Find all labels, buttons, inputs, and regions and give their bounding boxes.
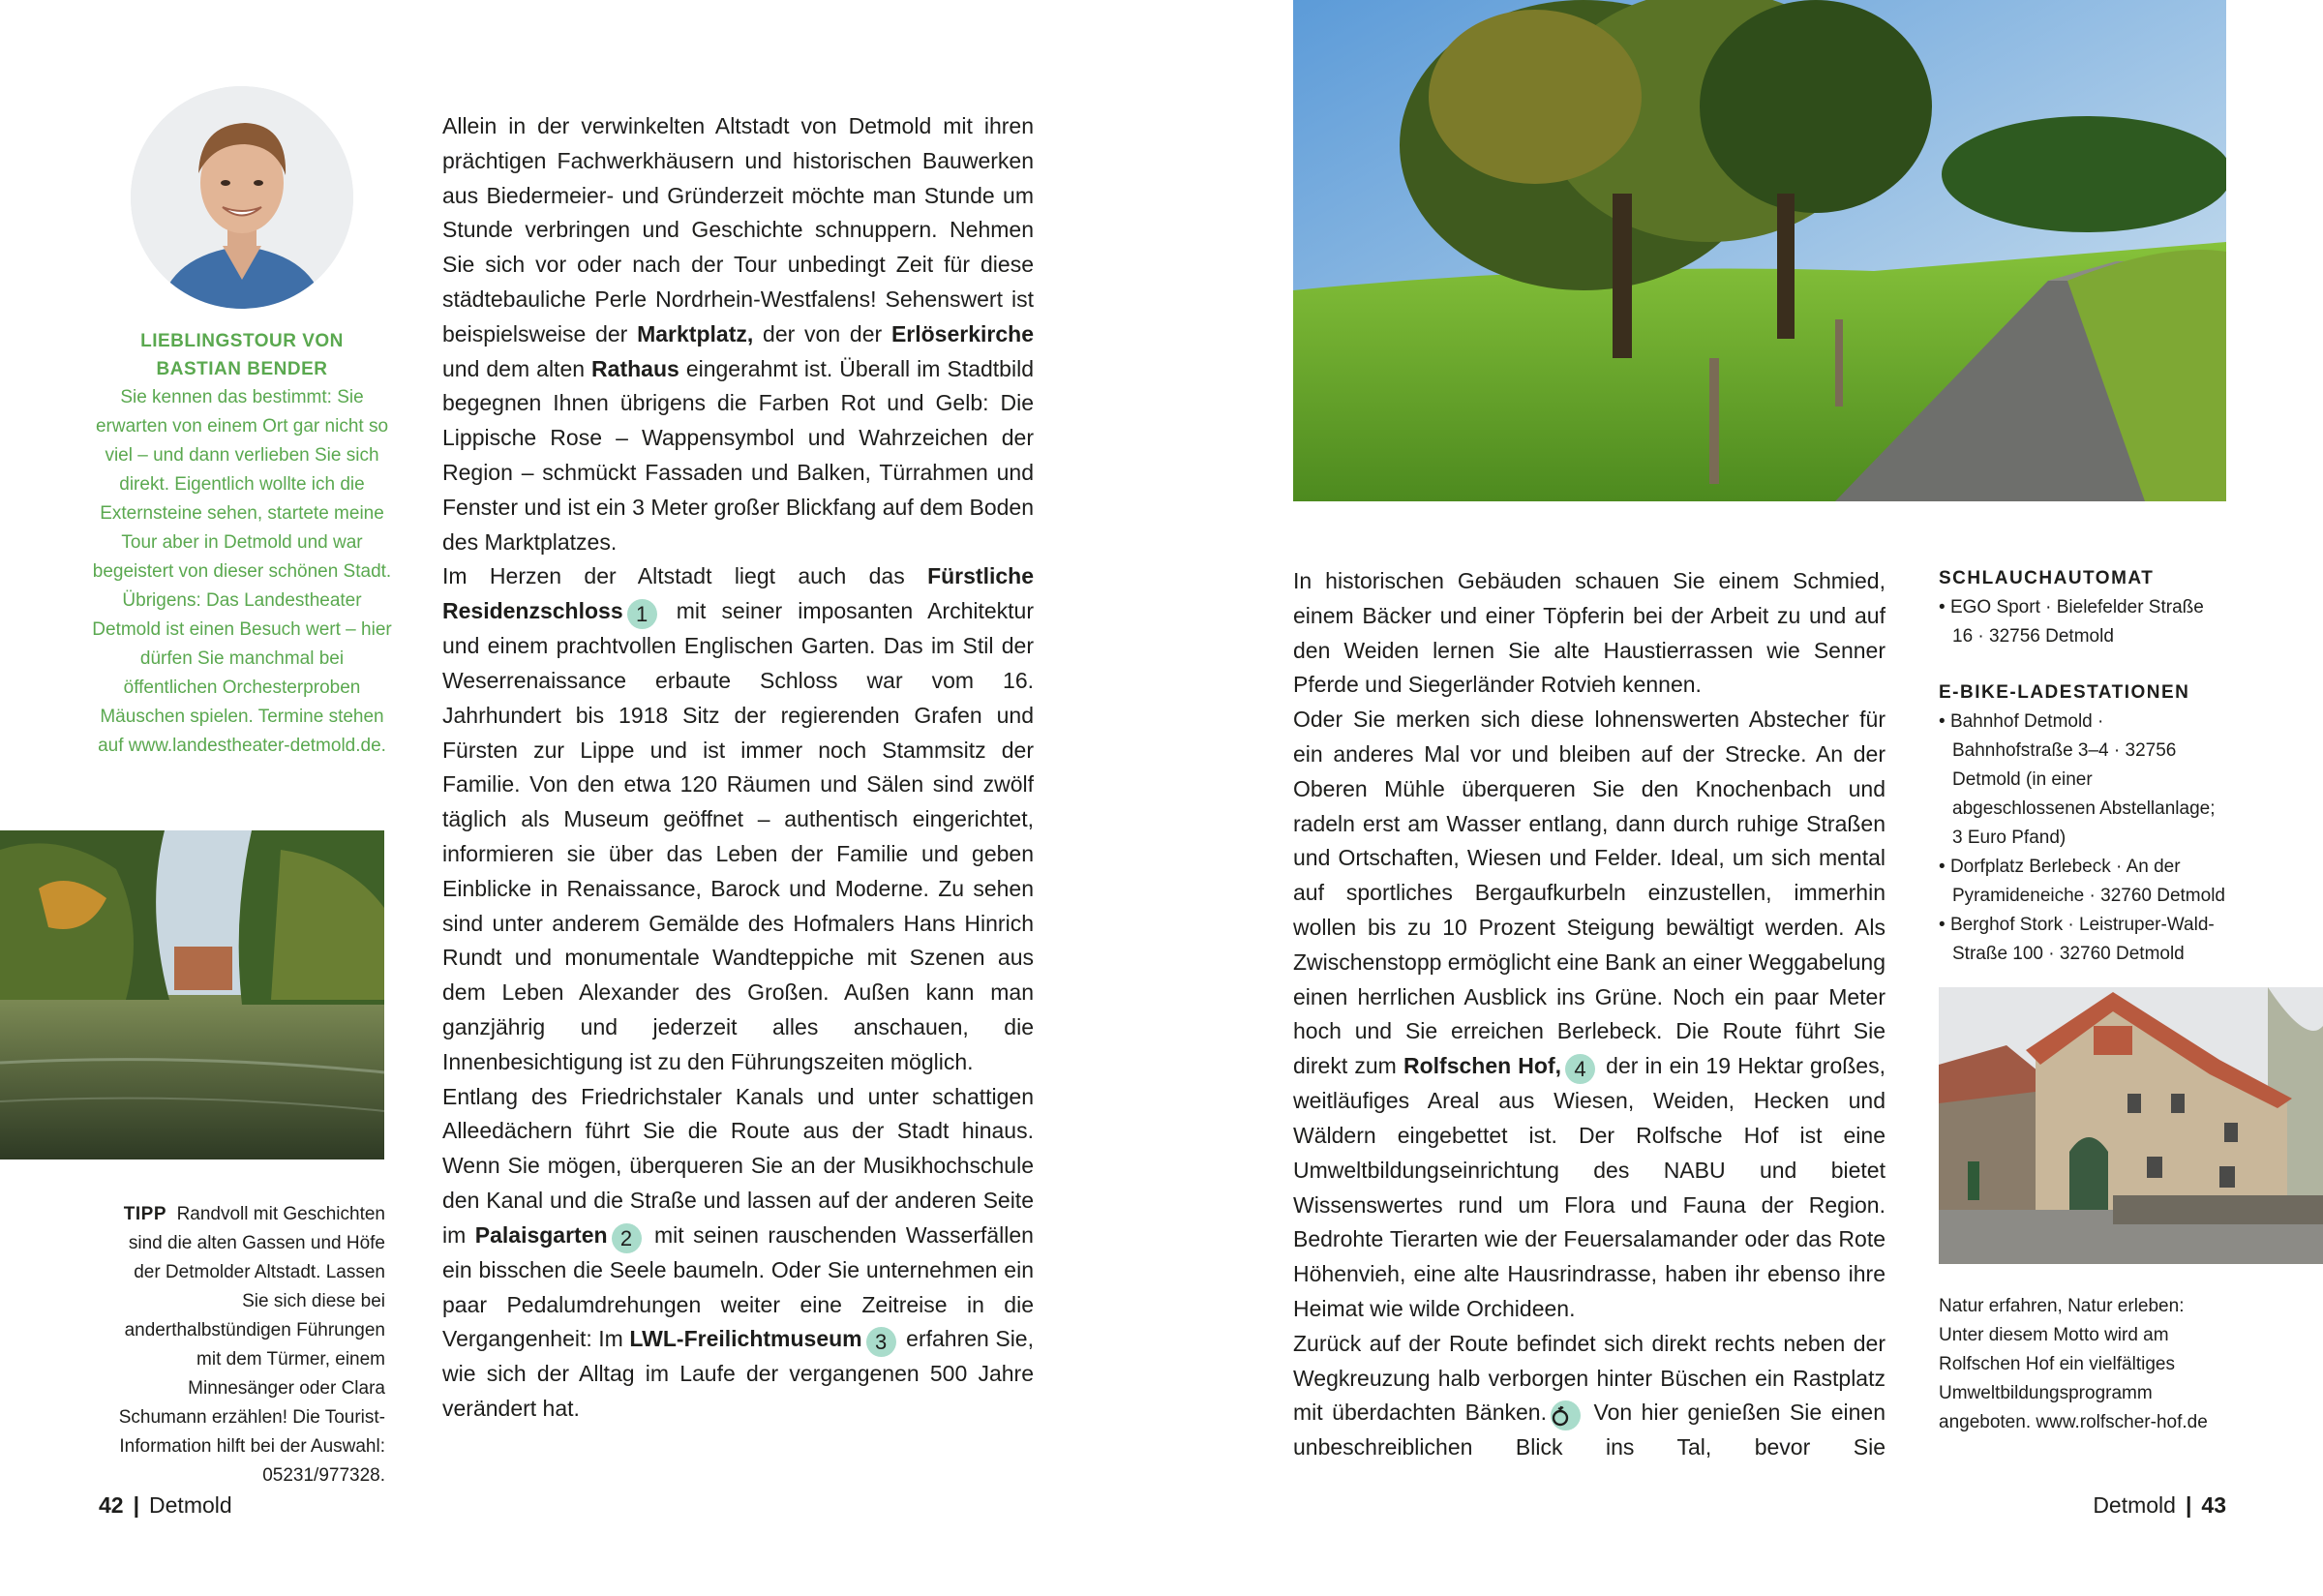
farmhouse-photo (1939, 987, 2323, 1264)
hose-vending-list (1939, 593, 2229, 651)
text-segment: Zurück auf der Route befindet sich direkt rechts neben der Wegkreuzung halb verborgen hinter Büschen ein Rastplatz mit überdachten Bänken. (1293, 1330, 1886, 1426)
list-item: • EGO Sport · Bielefelder Straße 16 · 32756 Detmold (1939, 597, 2204, 647)
paragraph (442, 559, 1034, 1079)
text-segment: Entlang des Friedrichstaler Kanals und unter schattigen Alleedächern führt Sie die Route aus der Stadt hinaus. Wenn Sie mögen, überqueren Sie an der Musikhochschule den Kanal und die Straße und lassen auf der anderen Seite im (442, 1083, 1034, 1248)
hose-vending-heading: SCHLAUCHAUTOMAT (1939, 568, 2155, 588)
map-marker-badge: 2 (612, 1223, 642, 1253)
main-text-column-right (1293, 564, 1886, 1465)
text-segment: mit seiner imposanten Architektur und einem prachtvollen Englischen Garten. Das im Stil der Weserrenaissance erbaute Schloss war vom 16. Jahrhundert bis 1918 Sitz der regierenden Grafen und Fürsten zur Lippe und ist immer noch Stammsitz der Familie. Von den etwa 120 Räumen und Sälen sind zwölf täglich als Museum geöffnet – authentisch eingerichtet, informieren sie über das Leben der Familie und geben Einblicke in Renaissance, Barock und Moderne. Zu sehen sind unter anderem Gemälde des Hofmalers Hans Hinrich Rundt und monumentale Wandteppiche mit Szenen aus dem Leben Alexander des Großen. Außen kann man ganzjährig und jederzeit alles anschauen, die Innenbesichtigung ist zu den Führungszeiten möglich. (442, 598, 1034, 1074)
apple-rest-icon (1551, 1400, 1581, 1430)
map-marker-badge: 3 (866, 1327, 896, 1357)
highlighted-place-name: Fürstliche Residenzschloss (442, 563, 1034, 624)
river-photo (0, 830, 384, 1159)
footer-section: Detmold (2093, 1492, 2176, 1518)
favorite-tour-text: Sie kennen das bestimmt: Sie erwarten von einem Ort gar nicht so viel – und dann verlieben Sie sich direkt. Eigentlich wollte ich die Externsteine sehen, startete meine Tour aber in Detmold und war begeistert von dieser schönen Stadt. Übrigens: Das Landestheater Detmold ist einen Besuch wert – hier dürfen Sie manchmal bei öffentlichen Orchesterproben Mäuschen spielen. Termine stehen auf www.landestheater-detmold.de. (92, 387, 392, 756)
text-segment: und dem alten (442, 355, 592, 381)
list-item-text: Bahnhof Detmold · Bahnhofstraße 3–4 · 32756 Detmold (in einer abgeschlossenen Abstellanlage; 3 Euro Pfand) (1949, 711, 2216, 848)
footer-section: Detmold (149, 1492, 232, 1518)
page-number: 43 (2201, 1492, 2226, 1518)
text-segment: der in ein 19 Hektar großes, weitläufiges Areal aus Wiesen, Weiden, Hecken und Wäldern eingebettet ist. Der Rolfsche Hof ist eine Umweltbildungseinrichtung des NABU und bietet Wissenswertes rund um Flora und Fauna der Region. Bedrohte Tierarten wie der Feuersalamander oder das Rote Höhenvieh, eine alte Hausrindrasse, haben ihr ebenso ihre Heimat wie wilde Orchideen. (1293, 1053, 1886, 1321)
text-segment: mit seinen rauschenden Wasserfällen ein bisschen die Seele baumeln. Oder Sie unternehmen ein paar Pedalumdrehungen weiter eine Zeitreise in die Vergangenheit: Im (442, 1221, 1034, 1352)
text-segment: In historischen Gebäuden schauen Sie einem Schmied, einem Bäcker und einer Töpferin bei der Arbeit zu und auf den Weiden lernen Sie alte Haustierrassen wie Senner Pferde und Siegerländer Rotvieh kennen. (1293, 568, 1886, 698)
photo-caption: Natur erfahren, Natur erleben: Unter diesem Motto wird am Rolfschen Hof ein vielfältiges Umweltbildungsprogramm angeboten. www.rolfscher-hof.de (1939, 1296, 2208, 1432)
paragraph (442, 1080, 1034, 1427)
list-item: • Dorfplatz Berlebeck · An der Pyramideneiche · 32760 Detmold (1939, 857, 2225, 906)
list-item-text: EGO Sport · Bielefelder Straße 16 · 32756 Detmold (1949, 597, 2204, 647)
main-text-column-left (442, 109, 1034, 1427)
paragraph (442, 109, 1034, 559)
tip-box (105, 1200, 385, 1491)
paragraph (1293, 1327, 1886, 1465)
paragraph (1293, 703, 1886, 1327)
info-sidebar (1939, 564, 2229, 996)
text-segment: eingerahmt ist. Überall im Stadtbild begegnen Ihnen übrigens die Farben Rot und Gelb: Die Lippische Rose – Wappensymbol und Wahrzeichen der Region – schmückt Fassaden und Balken, Türrahmen und Fenster und ist ein 3 Meter großer Blickfang auf dem Boden des Marktplatzes. (442, 355, 1034, 555)
footer-separator: | (133, 1492, 140, 1518)
list-item: • Berghof Stork · Leistruper-Wald-Straße 100 · 32760 Detmold (1939, 915, 2215, 964)
list-item-text: Dorfplatz Berlebeck · An der Pyramideneiche · 32760 Detmold (1949, 857, 2225, 906)
text-segment: Im Herzen der Altstadt liegt auch das (442, 563, 928, 589)
page-number: 42 (99, 1492, 124, 1518)
text-segment: Oder Sie merken sich diese lohnenswerten Abstecher für ein anderes Mal vor und bleiben auf der Strecke. An der Oberen Mühle überqueren Sie den Knochenbach und radeln erst am Wasser entlang, dann durch ruhige Straßen und Ortschaften, Wiesen und Felder. Ideal, um sich mental auf sportliches Bergaufkurbeln einzustellen, immerhin wollen bis zu 10 Prozent Steigung bewältigt werden. Als Zwischenstopp ermöglicht eine Bank an einer Weggabelung einen herrlichen Ausblick ins Grüne. Noch ein paar Meter hoch und Sie erreichen Berlebeck. Die Route führt Sie direkt zum (1293, 707, 1886, 1079)
ebike-charging-heading: E-BIKE-LADESTATIONEN (1939, 682, 2190, 703)
tip-text: Randvoll mit Geschichten sind die alten Gassen und Höfe der Detmolder Altstadt. Lassen Sie sich diese bei anderthalbstündigen Führungen mit dem Türmer, einem Minnesänger oder Clara Schumann erzählen! Die Tourist-Information hilft bei der Auswahl: 05231/977328. (118, 1204, 385, 1486)
list-item: • Bahnhof Detmold · Bahnhofstraße 3–4 · 32756 Detmold (in einer abgeschlossenen Abstellanlage; 3 Euro Pfand) (1939, 711, 2216, 848)
map-marker-badge: 4 (1565, 1054, 1595, 1084)
map-marker-badge: 1 (627, 599, 657, 629)
highlighted-place-name: LWL-Freilichtmuseum (629, 1326, 862, 1352)
text-segment: der von der (753, 320, 891, 346)
footer-right (2093, 1491, 2226, 1520)
highlighted-place-name: Palaisgarten (474, 1221, 608, 1248)
highlighted-place-name: Erlöserkirche (890, 320, 1034, 346)
favorite-tour-heading (92, 327, 392, 383)
text-segment: Allein in der verwinkelten Altstadt von Detmold mit ihren prächtigen Fachwerkhäusern und historischen Bauwerken aus Biedermeier- und Gründerzeit möchte man Stunde um Stunde verbringen und Geschichte schnuppern. Nehmen Sie sich vor oder nach der Tour unbedingt Zeit für diese städtebauliche Perle Nordrhein-Westfalens! Sehenswert ist beispielsweise der (442, 113, 1034, 346)
heading-line: BASTIAN BENDER (156, 359, 328, 379)
text-segment: erfahren Sie, wie sich der Alltag im Laufe der vergangenen 500 Jahre verändert hat. (442, 1326, 1034, 1422)
paragraph (1293, 564, 1886, 703)
author-portrait (131, 86, 353, 309)
footer-separator: | (2185, 1492, 2192, 1518)
ebike-charging-list (1939, 708, 2229, 969)
list-item-text: Berghof Stork · Leistruper-Wald-Straße 100 · 32760 Detmold (1949, 915, 2215, 964)
highlighted-place-name: Rolfschen Hof, (1403, 1053, 1562, 1079)
countryside-road-photo (1293, 0, 2226, 501)
tip-label: TIPP (123, 1204, 166, 1224)
text-segment: Von hier genießen Sie einen unbeschreiblichen Blick ins Tal, bevor Sie (1293, 1400, 1886, 1460)
favorite-tour-box (92, 327, 392, 761)
footer-left (99, 1491, 232, 1520)
heading-line: LIEBLINGSTOUR VON (140, 331, 344, 351)
highlighted-place-name: Marktplatz, (637, 320, 754, 346)
highlighted-place-name: Rathaus (591, 355, 679, 381)
